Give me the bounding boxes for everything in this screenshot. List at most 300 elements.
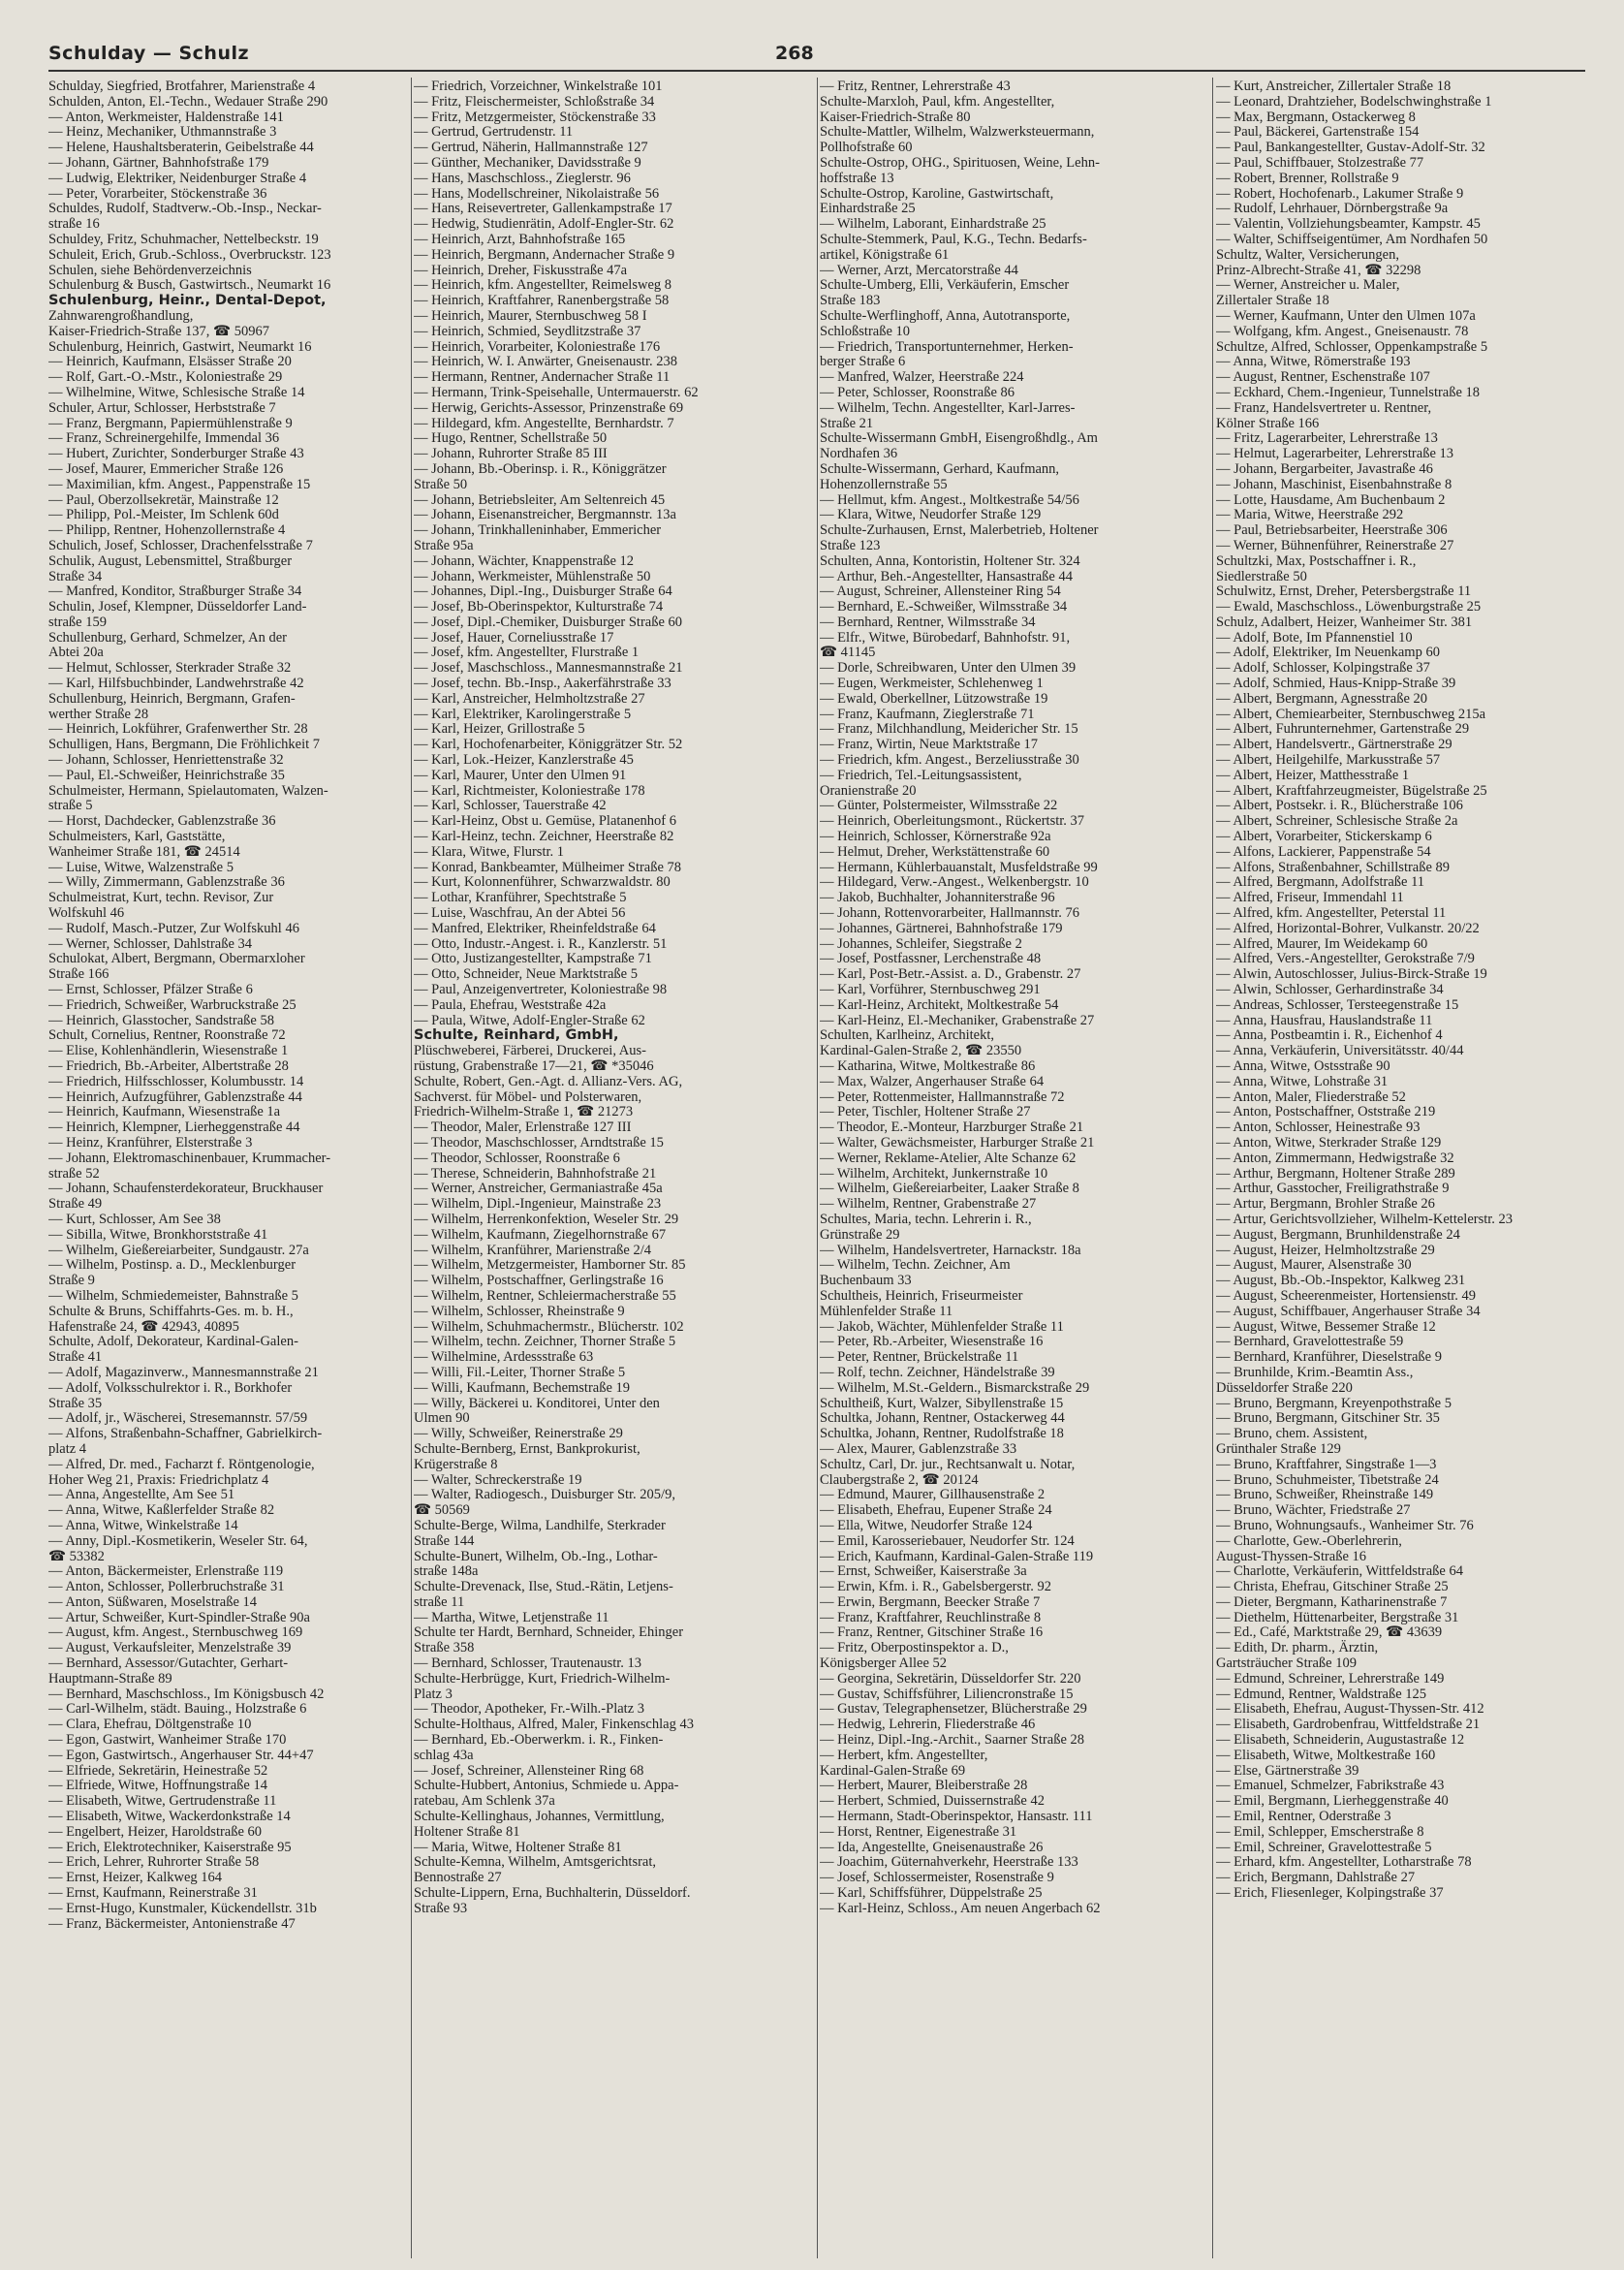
directory-entry: — Max, Bergmann, Ostackerweg 8 [1216, 109, 1416, 125]
directory-entry: — Karl-Heinz, techn. Zeichner, Heerstraße 82 [414, 829, 674, 845]
directory-entry: Schulte-Ostrop, Karoline, Gastwirtschaft, [820, 185, 1054, 202]
directory-entry: — Albert, Handelsvertr., Gärtnerstraße 29 [1216, 737, 1452, 753]
directory-entry: Straße 166 [48, 966, 109, 983]
directory-entry: — Albert, Schreiner, Schlesische Straße 2a [1216, 813, 1458, 830]
directory-entry: Schulte-Hubbert, Antonius, Schmiede u. Appa- [414, 1778, 679, 1794]
directory-entry: — Albert, Heizer, Matthesstraße 1 [1216, 767, 1410, 783]
directory-entry: Königsberger Allee 52 [820, 1655, 948, 1672]
directory-entry: Straße 34 [48, 568, 103, 584]
directory-entry: Gartsträucher Straße 109 [1216, 1655, 1357, 1672]
directory-entry: Straße 93 [414, 1900, 468, 1916]
directory-entry: — Hans, Reisevertreter, Gallenkampstraße 17 [414, 201, 672, 217]
directory-entry: — Charlotte, Verkäuferin, Wittfeldstraße 64 [1216, 1563, 1463, 1580]
running-head: Schulday — Schulz [48, 43, 250, 64]
directory-entry: — August, Witwe, Bessemer Straße 12 [1216, 1318, 1436, 1335]
directory-entry: — Josef, Dipl.-Chemiker, Duisburger Straße 60 [414, 614, 683, 630]
directory-entry: — Hellmut, kfm. Angest., Moltkestraße 54/56 [820, 491, 1079, 508]
directory-entry: Schuldey, Fritz, Schuhmacher, Nettelbeckstr. 19 [48, 231, 319, 247]
directory-entry: — Ernst, Heizer, Kalkweg 164 [48, 1870, 223, 1886]
directory-entry: — August, Rentner, Eschenstraße 107 [1216, 369, 1430, 386]
directory-entry: — Elisabeth, Witwe, Moltkestraße 160 [1216, 1747, 1436, 1763]
directory-entry: — Karl-Heinz, El.-Mechaniker, Grabenstraße 27 [820, 1012, 1095, 1028]
directory-entry: — Leonard, Drahtzieher, Bodelschwinghstraße 1 [1216, 93, 1492, 110]
directory-entry: straße 5 [48, 798, 93, 814]
directory-entry: — Eckhard, Chem.-Ingenieur, Tunnelstraße 18 [1216, 384, 1481, 400]
directory-entry: — Anton, Bäckermeister, Erlenstraße 119 [48, 1563, 284, 1580]
directory-entry: — Adolf, Volksschulrektor i. R., Borkhofer [48, 1379, 293, 1396]
directory-entry: Krügerstraße 8 [414, 1456, 498, 1472]
directory-entry: — Anton, Zimmermann, Hedwigstraße 32 [1216, 1150, 1454, 1166]
directory-entry: Schulin, Josef, Klempner, Düsseldorfer Land- [48, 599, 307, 615]
directory-entry: — August, Maurer, Alsenstraße 30 [1216, 1257, 1412, 1274]
page-number: 268 [775, 43, 814, 64]
directory-entry: Schulday, Siegfried, Brotfahrer, Marienstraße 4 [48, 79, 316, 94]
directory-entry: — August, Bb.-Ob.-Inspektor, Kalkweg 231 [1216, 1273, 1466, 1289]
directory-entry: — Walter, Schreckerstraße 19 [414, 1471, 582, 1488]
directory-entry: — Johann, Schaufensterdekorateur, Bruckhauser [48, 1181, 324, 1197]
directory-entry: — Hedwig, Studienrätin, Adolf-Engler-Str. 62 [414, 216, 674, 233]
directory-entry: — Erich, Kaufmann, Kardinal-Galen-Straße 119 [820, 1548, 1094, 1564]
directory-entry: — Franz, Bäckermeister, Antonienstraße 47 [48, 1915, 296, 1932]
directory-entry: — Josef, Bb-Oberinspektor, Kulturstraße 74 [414, 599, 664, 615]
directory-entry: — Elfriede, Witwe, Hoffnungstraße 14 [48, 1778, 267, 1794]
directory-entry: — Ewald, Maschschloss., Löwenburgstraße 25 [1216, 599, 1482, 615]
directory-entry: Bennostraße 27 [414, 1870, 502, 1886]
directory-entry: — Fritz, Lagerarbeiter, Lehrerstraße 13 [1216, 430, 1438, 447]
directory-entry: Kardinal-Galen-Straße 69 [820, 1762, 966, 1779]
directory-entry: Schultes, Maria, techn. Lehrerin i. R., [820, 1211, 1032, 1227]
directory-entry: — August, kfm. Angest., Sternbuschweg 169 [48, 1624, 303, 1641]
directory-entry: — Hildegard, kfm. Angestellte, Bernhardstr. 7 [414, 415, 674, 431]
directory-entry: Schultzki, Max, Postschaffner i. R., [1216, 552, 1417, 569]
directory-entry: — Wilhelm, Dipl.-Ingenieur, Mainstraße 23 [414, 1196, 662, 1213]
directory-entry: — Jakob, Buchhalter, Johanniterstraße 96 [820, 890, 1055, 906]
directory-entry: — Lotte, Hausdame, Am Buchenbaum 2 [1216, 491, 1446, 508]
directory-entry: — Robert, Brenner, Rollstraße 9 [1216, 170, 1399, 186]
directory-entry: — Albert, Heilgehilfe, Markusstraße 57 [1216, 752, 1441, 769]
directory-entry: — Peter, Tischler, Holtener Straße 27 [820, 1104, 1031, 1120]
directory-entry: — Alfred, Vers.-Angestellter, Gerokstraße 7/9 [1216, 951, 1475, 967]
directory-column-1 [48, 79, 409, 2251]
directory-entry: — Clara, Ehefrau, Döltgenstraße 10 [48, 1717, 252, 1733]
directory-entry: — Wilhelm, Techn. Zeichner, Am [820, 1257, 1011, 1274]
directory-entry: — Anton, Süßwaren, Moselstraße 14 [48, 1593, 258, 1610]
directory-entry: — Heinrich, Vorarbeiter, Koloniestraße 176 [414, 338, 661, 355]
directory-entry: — Artur, Schweißer, Kurt-Spindler-Straße 90a [48, 1609, 310, 1625]
directory-entry: Schulte-Ostrop, OHG., Spirituosen, Weine, Lehn- [820, 154, 1100, 171]
directory-entry: — Emil, Rentner, Oderstraße 3 [1216, 1809, 1391, 1825]
directory-entry: — Bernhard, Kranführer, Dieselstraße 9 [1216, 1349, 1442, 1366]
directory-entry: — Wilhelm, Herrenkonfektion, Weseler Str. 29 [414, 1211, 679, 1227]
directory-entry: — Josef, Postfassner, Lerchenstraße 48 [820, 951, 1042, 967]
directory-entry: — Engelbert, Heizer, Haroldstraße 60 [48, 1823, 263, 1840]
directory-entry: Schultz, Carl, Dr. jur., Rechtsanwalt u. Notar, [820, 1456, 1076, 1472]
directory-entry: — Wolfgang, kfm. Angest., Gneisenaustr. 78 [1216, 323, 1469, 339]
directory-entry: — Franz, Rentner, Gitschiner Straße 16 [820, 1624, 1044, 1641]
directory-entry: — Franz, Bergmann, Papiermühlenstraße 9 [48, 415, 293, 431]
directory-entry: werther Straße 28 [48, 706, 149, 722]
directory-entry: Schullenburg, Heinrich, Bergmann, Grafen- [48, 690, 296, 707]
directory-entry: — Josef, Hauer, Corneliusstraße 17 [414, 629, 614, 646]
directory-entry: Schulte-Holthaus, Alfred, Maler, Finkenschlag 43 [414, 1717, 694, 1733]
directory-entry: — Carl-Wilhelm, städt. Bauing., Holzstraße 6 [48, 1701, 307, 1718]
directory-entry: — Heinrich, Arzt, Bahnhofstraße 165 [414, 231, 626, 247]
header-rule [48, 70, 1585, 72]
page-header [48, 43, 1585, 72]
directory-entry: — Bernhard, Assessor/Gutachter, Gerhart- [48, 1655, 289, 1672]
directory-entry: — Maria, Witwe, Holtener Straße 81 [414, 1839, 622, 1855]
directory-entry: — Luise, Waschfrau, An der Abtei 56 [414, 905, 626, 922]
directory-entry: — Hermann, Stadt-Oberinspektor, Hansastr. 111 [820, 1809, 1093, 1825]
directory-entry: — Wilhelm, Rentner, Schleiermacherstraße 55 [414, 1287, 676, 1304]
directory-entry: — Franz, Handelsvertreter u. Rentner, [1216, 399, 1432, 416]
directory-entry: — Emanuel, Schmelzer, Fabrikstraße 43 [1216, 1778, 1445, 1794]
directory-entry: — Hildegard, Verw.-Angest., Welkenbergstr. 10 [820, 874, 1089, 891]
directory-entry: — Wilhelm, Handelsvertreter, Harnackstr. 18a [820, 1242, 1081, 1258]
directory-entry: — Arthur, Gasstocher, Freiligrathstraße 9 [1216, 1181, 1450, 1197]
directory-entry: — Horst, Dachdecker, Gablenzstraße 36 [48, 813, 276, 830]
directory-entry: — Erwin, Kfm. i. R., Gabelsbergerstr. 92 [820, 1579, 1051, 1595]
directory-entry: — Alfred, Bergmann, Adolfstraße 11 [1216, 874, 1425, 891]
directory-entry: Schulte-Kemna, Wilhelm, Amtsgerichtsrat, [414, 1854, 657, 1871]
directory-entry: — Robert, Hochofenarb., Lakumer Straße 9 [1216, 185, 1464, 202]
directory-entry: — Ed., Café, Marktstraße 29, ☎ 43639 [1216, 1624, 1443, 1641]
directory-entry: — Emil, Bergmann, Lierheggenstraße 40 [1216, 1793, 1449, 1810]
directory-entry: — Wilhelm, techn. Zeichner, Thorner Straße 5 [414, 1334, 676, 1350]
directory-entry: — Peter, Rottenmeister, Hallmannstraße 72 [820, 1088, 1065, 1105]
directory-entry: Schulich, Josef, Schlosser, Drachenfelsstraße 7 [48, 537, 313, 553]
directory-entry: — Emil, Karosseriebauer, Neudorfer Str. 124 [820, 1532, 1075, 1549]
directory-entry: — Peter, Rentner, Brückelstraße 11 [820, 1349, 1019, 1366]
directory-entry: Schulte-Mattler, Wilhelm, Walzwerksteuermann, [820, 124, 1095, 141]
directory-entry: — Alex, Maurer, Gablenzstraße 33 [820, 1440, 1017, 1457]
directory-entry: — Friedrich, Hilfsschlosser, Kolumbusstr. 14 [48, 1073, 304, 1089]
directory-entry: — Peter, Vorarbeiter, Stöckenstraße 36 [48, 185, 267, 202]
directory-column-4 [1216, 79, 1577, 2251]
directory-entry: — Johannes, Gärtnerei, Bahnhofstraße 179 [820, 920, 1063, 936]
directory-entry: — Therese, Schneiderin, Bahnhofstraße 21 [414, 1165, 657, 1182]
directory-entry: — Johann, Schlosser, Henriettenstraße 32 [48, 752, 284, 769]
directory-entry: — Karl-Heinz, Obst u. Gemüse, Platanenhof 6 [414, 813, 677, 830]
directory-entry: — Paul, Oberzollsekretär, Mainstraße 12 [48, 491, 279, 508]
directory-entry: — Alwin, Autoschlosser, Julius-Birck-Straße 19 [1216, 966, 1487, 983]
directory-entry: — Johannes, Dipl.-Ing., Duisburger Straße 64 [414, 583, 672, 600]
directory-entry: Straße 358 [414, 1640, 475, 1656]
directory-entry: — Anton, Schlosser, Heinestraße 93 [1216, 1119, 1421, 1136]
directory-entry: Schulwitz, Ernst, Dreher, Petersbergstraße 11 [1216, 583, 1472, 600]
directory-entry: — Anton, Maler, Fliederstraße 52 [1216, 1088, 1406, 1105]
directory-entry: Schulmeistrat, Kurt, techn. Revisor, Zur [48, 890, 274, 906]
directory-entry: — Friedrich, Tel.-Leitungsassistent, [820, 767, 1022, 783]
directory-entry: — Jakob, Wächter, Mühlenfelder Straße 11 [820, 1318, 1064, 1335]
directory-entry: Hafenstraße 24, ☎ 42943, 40895 [48, 1318, 239, 1335]
directory-entry: — Alfons, Straßenbahn-Schaffner, Gabrielkirch- [48, 1426, 323, 1442]
directory-entry: — Fritz, Fleischermeister, Schloßstraße 34 [414, 93, 655, 110]
directory-entry: — Paul, Bäckerei, Gartenstraße 154 [1216, 124, 1420, 141]
directory-entry: — Helene, Haushaltsberaterin, Geibelstraße 44 [48, 140, 314, 156]
directory-entry: — Wilhelm, Rentner, Grabenstraße 27 [820, 1196, 1037, 1213]
directory-entry: — Herwig, Gerichts-Assessor, Prinzenstraße 69 [414, 399, 684, 416]
directory-entry: — Heinrich, W. I. Anwärter, Gneisenaustr. 238 [414, 354, 678, 370]
directory-entry: — Anny, Dipl.-Kosmetikerin, Weseler Str. 64, [48, 1532, 308, 1549]
directory-entry: — Elisabeth, Schneiderin, Augustastraße 12 [1216, 1732, 1465, 1749]
directory-entry: Straße 95a [414, 537, 474, 553]
directory-entry: — Heinrich, Kaufmann, Elsässer Straße 20 [48, 354, 292, 370]
directory-entry: — Edmund, Maurer, Gillhausenstraße 2 [820, 1487, 1046, 1503]
directory-entry: — Theodor, E.-Monteur, Harzburger Straße 21 [820, 1119, 1084, 1136]
directory-entry: — Heinrich, Klempner, Lierheggenstraße 44 [48, 1119, 300, 1136]
directory-entry: — Klara, Witwe, Flurstr. 1 [414, 843, 565, 860]
directory-entry: — Adolf, Magazinverw., Mannesmannstraße 21 [48, 1364, 319, 1380]
directory-entry: — Hans, Maschschloss., Zieglerstr. 96 [414, 170, 631, 186]
directory-entry: ☎ 53382 [48, 1548, 105, 1564]
directory-entry: — Josef, Schlossermeister, Rosenstraße 9 [820, 1870, 1054, 1886]
directory-entry: schlag 43a [414, 1747, 474, 1763]
directory-entry: — Wilhelmine, Ardessstraße 63 [414, 1349, 594, 1366]
directory-entry: — Werner, Reklame-Atelier, Alte Schanze 62 [820, 1150, 1077, 1166]
directory-entry: — Manfred, Walzer, Heerstraße 224 [820, 369, 1024, 386]
directory-entry: — Franz, Kaufmann, Zieglerstraße 71 [820, 706, 1035, 722]
directory-entry: — Werner, Anstreicher u. Maler, [1216, 277, 1400, 294]
directory-entry: — Josef, techn. Bb.-Insp., Aakerfährstraße 33 [414, 676, 671, 692]
directory-entry: — Alfred, Maurer, Im Weidekamp 60 [1216, 935, 1428, 952]
directory-entry: — Elfriede, Sekretärin, Heinestraße 52 [48, 1762, 268, 1779]
directory-entry: — Wilhelm, Kranführer, Marienstraße 2/4 [414, 1242, 651, 1258]
directory-entry: — Ernst, Schweißer, Kaiserstraße 3a [820, 1563, 1027, 1580]
directory-entry: — Karl, Lok.-Heizer, Kanzlerstraße 45 [414, 752, 634, 769]
directory-entry: — August, Verkaufsleiter, Menzelstraße 39 [48, 1640, 292, 1656]
directory-entry: — Erich, Lehrer, Ruhrorter Straße 58 [48, 1854, 260, 1871]
directory-entry: Siedlerstraße 50 [1216, 568, 1307, 584]
directory-entry: — Josef, kfm. Angestellter, Flurstraße 1 [414, 645, 640, 661]
directory-entry: — Anna, Witwe, Winkelstraße 14 [48, 1517, 238, 1533]
directory-entry: — Edmund, Rentner, Waldstraße 125 [1216, 1686, 1427, 1702]
directory-entry: Schulte-Kellinghaus, Johannes, Vermittlung, [414, 1809, 665, 1825]
directory-entry: — Karl, Richtmeister, Koloniestraße 178 [414, 782, 645, 799]
directory-entry: — Karl-Heinz, Architekt, Moltkestraße 54 [820, 996, 1059, 1013]
directory-entry: — Heinrich, Kraftfahrer, Ranenbergstraße 58 [414, 293, 670, 309]
directory-entry: — Heinrich, Aufzugführer, Gablenzstraße 44 [48, 1088, 302, 1105]
directory-entry: — Dieter, Bergmann, Katharinenstraße 7 [1216, 1593, 1448, 1610]
directory-entry: Kaiser-Friedrich-Straße 137, ☎ 50967 [48, 323, 269, 339]
directory-entry: — Bernhard, Rentner, Wilmsstraße 34 [820, 614, 1036, 630]
directory-entry: Sachverst. für Möbel- und Polsterwaren, [414, 1088, 642, 1105]
directory-entry: — Kurt, Anstreicher, Zillertaler Straße 18 [1216, 79, 1452, 94]
directory-entry: — Johann, Ruhrorter Straße 85 III [414, 446, 608, 462]
directory-entry: Schultka, Johann, Rentner, Ostackerweg 44 [820, 1410, 1065, 1427]
directory-entry: — Anna, Witwe, Kaßlerfelder Straße 82 [48, 1502, 275, 1519]
directory-entry: — Peter, Rb.-Arbeiter, Wiesenstraße 16 [820, 1334, 1044, 1350]
directory-entry: — Charlotte, Gew.-Oberlehrerin, [1216, 1532, 1402, 1549]
directory-entry: — Bruno, Schweißer, Rheinstraße 149 [1216, 1487, 1434, 1503]
directory-entry: Schultheiß, Kurt, Walzer, Sibyllenstraße 15 [820, 1395, 1064, 1411]
directory-entry: straße 52 [48, 1165, 100, 1182]
directory-entry: — Hedwig, Lehrerin, Fliederstraße 46 [820, 1717, 1036, 1733]
directory-entry: — Anton, Postschaffner, Oststraße 219 [1216, 1104, 1436, 1120]
directory-entry: — Anton, Werkmeister, Haldenstraße 141 [48, 109, 284, 125]
directory-entry: — Karl, Heizer, Grillostraße 5 [414, 721, 585, 738]
directory-entry: — Rolf, techn. Zeichner, Händelstraße 39 [820, 1364, 1055, 1380]
directory-entry: — Albert, Chemiearbeiter, Sternbuschweg 215a [1216, 706, 1486, 722]
directory-entry: Schultz, Walter, Versicherungen, [1216, 246, 1399, 263]
directory-entry: Oranienstraße 20 [820, 782, 917, 799]
directory-entry: Schulenburg & Busch, Gastwirtsch., Neumarkt 16 [48, 277, 331, 294]
directory-entry: — Johann, Eisenanstreicher, Bergmannstr. 13a [414, 507, 676, 523]
directory-entry: — Alfons, Lackierer, Pappenstraße 54 [1216, 843, 1431, 860]
directory-entry: — Josef, Maurer, Emmericher Straße 126 [48, 460, 284, 477]
directory-entry: — Ida, Angestellte, Gneisenaustraße 26 [820, 1839, 1044, 1855]
directory-entry: — Josef, Maschschloss., Mannesmannstraße 21 [414, 660, 683, 677]
directory-entry: — Hans, Modellschreiner, Nikolaistraße 56 [414, 185, 660, 202]
directory-entry: — Fritz, Rentner, Lehrerstraße 43 [820, 79, 1011, 94]
directory-entry: — Paula, Ehefrau, Weststraße 42a [414, 996, 607, 1013]
directory-entry: Schulte-Drevenack, Ilse, Stud.-Rätin, Letjens- [414, 1579, 673, 1595]
directory-entry: Abtei 20a [48, 645, 104, 661]
directory-entry: — August, Schreiner, Allensteiner Ring 54 [820, 583, 1061, 600]
directory-entry: — Kurt, Kolonnenführer, Schwarzwaldstr. 80 [414, 874, 671, 891]
directory-entry: — Franz, Schreinergehilfe, Immendal 36 [48, 430, 280, 447]
directory-entry: — Albert, Kraftfahrzeugmeister, Bügelstraße 25 [1216, 782, 1487, 799]
directory-entry: — Johann, Rottenvorarbeiter, Hallmannstr. 76 [820, 905, 1080, 922]
directory-entry: — Otto, Industr.-Angest. i. R., Kanzlerstr. 51 [414, 935, 668, 952]
directory-entry: — Rudolf, Masch.-Putzer, Zur Wolfskuhl 46 [48, 920, 299, 936]
directory-entry: Schulte-Umberg, Elli, Verkäuferin, Emscher [820, 277, 1070, 294]
directory-entry: — Emil, Schlepper, Emscherstraße 8 [1216, 1823, 1424, 1840]
directory-entry: — Wilhelm, Kaufmann, Ziegelhornstraße 67 [414, 1226, 667, 1243]
directory-entry: Schulte-Werflinghoff, Anna, Autotransporte, [820, 307, 1071, 324]
directory-entry: Buchenbaum 33 [820, 1273, 912, 1289]
directory-entry: Straße 183 [820, 293, 881, 309]
directory-entry: — Wilhelmine, Witwe, Schlesische Straße 14 [48, 384, 305, 400]
directory-entry: — Peter, Schlosser, Roonstraße 86 [820, 384, 1015, 400]
directory-entry: — Karl, Anstreicher, Helmholtzstraße 27 [414, 690, 645, 707]
directory-entry: — Emil, Schreiner, Gravelottestraße 5 [1216, 1839, 1432, 1855]
directory-entry: — Franz, Milchhandlung, Meidericher Str. 15 [820, 721, 1078, 738]
directory-entry: — Elisabeth, Ehefrau, Eupener Straße 24 [820, 1502, 1052, 1519]
directory-entry: — Heinrich, kfm. Angestellter, Reimelsweg 8 [414, 277, 671, 294]
directory-entry: Plüschweberei, Färberei, Druckerei, Aus- [414, 1043, 646, 1059]
directory-entry: — Anna, Witwe, Römerstraße 193 [1216, 354, 1411, 370]
directory-entry: — Elise, Kohlenhändlerin, Wiesenstraße 1 [48, 1043, 289, 1059]
directory-entry: — Elisabeth, Gardrobenfrau, Wittfeldstraße 21 [1216, 1717, 1481, 1733]
directory-entry: — Elisabeth, Witwe, Gertrudenstraße 11 [48, 1793, 277, 1810]
directory-entry: Kardinal-Galen-Straße 2, ☎ 23550 [820, 1043, 1022, 1059]
directory-entry: Nordhafen 36 [820, 446, 898, 462]
directory-entry: — Willi, Fil.-Leiter, Thorner Straße 5 [414, 1364, 626, 1380]
directory-entry: — Georgina, Sekretärin, Düsseldorfer Str. 220 [820, 1670, 1081, 1687]
directory-entry: — Karl, Schlosser, Tauerstraße 42 [414, 798, 607, 814]
directory-column-3 [820, 79, 1180, 2251]
directory-entry: — Manfred, Konditor, Straßburger Straße 34 [48, 583, 302, 600]
directory-entry: — Paul, Anzeigenvertreter, Koloniestraße 98 [414, 982, 668, 998]
directory-entry: straße 159 [48, 614, 107, 630]
directory-entry: — Artur, Bergmann, Brohler Straße 26 [1216, 1196, 1435, 1213]
directory-entry: — Johann, Elektromaschinenbauer, Krummacher- [48, 1150, 331, 1166]
directory-entry: — Artur, Gerichtsvollzieher, Wilhelm-Kettelerstr. 23 [1216, 1211, 1514, 1227]
directory-entry: — Brunhilde, Krim.-Beamtin Ass., [1216, 1364, 1414, 1380]
directory-entry: — Franz, Kraftfahrer, Reuchlinstraße 8 [820, 1609, 1042, 1625]
directory-entry: — Alfred, Horizontal-Bohrer, Vulkanstr. 20/22 [1216, 920, 1480, 936]
directory-entry: — Hermann, Rentner, Andernacher Straße 11 [414, 369, 671, 386]
directory-entry: — August, Scheerenmeister, Hortensienstr. 49 [1216, 1287, 1477, 1304]
directory-entry: — Ernst, Kaufmann, Reinerstraße 31 [48, 1885, 258, 1902]
directory-entry: Straße 49 [48, 1196, 103, 1213]
directory-entry: — Bernhard, Eb.-Oberwerkm. i. R., Finken- [414, 1732, 664, 1749]
directory-entry: — Adolf, Schlosser, Kolpingstraße 37 [1216, 660, 1430, 677]
directory-entry: Straße 35 [48, 1395, 103, 1411]
directory-entry: rüstung, Grabenstraße 17—21, ☎ *35046 [414, 1058, 654, 1074]
directory-entry: — Hermann, Trink-Speisehalle, Untermauerstr. 62 [414, 384, 699, 400]
directory-entry: — Ella, Witwe, Neudorfer Straße 124 [820, 1517, 1033, 1533]
directory-entry: — Karl, Post-Betr.-Assist. a. D., Grabenstr. 27 [820, 966, 1081, 983]
directory-entry: August-Thyssen-Straße 16 [1216, 1548, 1367, 1564]
directory-entry: — Wilhelm, Architekt, Junkernstraße 10 [820, 1165, 1048, 1182]
directory-entry: artikel, Königstraße 61 [820, 246, 950, 263]
directory-entry: Schultze, Alfred, Schlosser, Oppenkampstraße 5 [1216, 338, 1488, 355]
directory-entry: Schulmeisters, Karl, Gaststätte, [48, 829, 226, 845]
directory-entry: — Werner, Schlosser, Dahlstraße 34 [48, 935, 253, 952]
directory-entry: — Bernhard, Gravelottestraße 59 [1216, 1334, 1404, 1350]
directory-entry: Schulte, Robert, Gen.-Agt. d. Allianz-Vers. AG, [414, 1073, 683, 1089]
directory-column-2 [414, 79, 774, 2251]
directory-entry: — Wilhelm, Postschaffner, Gerlingstraße 16 [414, 1273, 664, 1289]
directory-entry: Schulden, Anton, El.-Techn., Wedauer Straße 290 [48, 93, 328, 110]
directory-entry: — Wilhelm, Postinsp. a. D., Mecklenburger [48, 1257, 297, 1274]
directory-entry: — Herbert, Schmied, Duissernstraße 42 [820, 1793, 1045, 1810]
directory-entry: — Alfons, Straßenbahner, Schillstraße 89 [1216, 859, 1451, 875]
directory-entry: — Bruno, Bergmann, Gitschiner Str. 35 [1216, 1410, 1440, 1427]
directory-entry: — Paul, El.-Schweißer, Heinrichstraße 35 [48, 767, 285, 783]
directory-entry: Schullenburg, Gerhard, Schmelzer, An der [48, 629, 287, 646]
directory-entry: Straße 9 [48, 1273, 95, 1289]
directory-entry: — Heinrich, Schmied, Seydlitzstraße 37 [414, 323, 641, 339]
directory-entry: — Erhard, kfm. Angestellter, Lotharstraße 78 [1216, 1854, 1472, 1871]
directory-entry: — Helmut, Schlosser, Sterkrader Straße 32 [48, 660, 292, 677]
directory-entry: — Anna, Hausfrau, Hauslandstraße 11 [1216, 1012, 1433, 1028]
directory-entry: — Otto, Schneider, Neue Marktstraße 5 [414, 966, 638, 983]
directory-entry: — Ernst-Hugo, Kunstmaler, Kückendellstr. 31b [48, 1900, 317, 1916]
directory-entry: — Walter, Schiffseigentümer, Am Nordhafen 50 [1216, 231, 1488, 247]
directory-entry: — Lothar, Kranführer, Spechtstraße 5 [414, 890, 627, 906]
directory-entry: — Willi, Kaufmann, Bechemstraße 19 [414, 1379, 631, 1396]
directory-entry: Schulte-Lippern, Erna, Buchhalterin, Düsseldorf. [414, 1885, 691, 1902]
directory-entry: — Bruno, Bergmann, Kreyenpothstraße 5 [1216, 1395, 1452, 1411]
directory-entry: — Friedrich, Transportunternehmer, Herken- [820, 338, 1074, 355]
directory-entry: — Elisabeth, Witwe, Wackerdonkstraße 14 [48, 1809, 291, 1825]
directory-entry: — Sibilla, Witwe, Bronkhorststraße 41 [48, 1226, 268, 1243]
directory-entry: — Bernhard, Maschschloss., Im Königsbusch 42 [48, 1686, 325, 1702]
directory-entry: — Karl-Heinz, Schloss., Am neuen Angerbach 62 [820, 1900, 1101, 1916]
directory-entry: — Günter, Polstermeister, Wilmsstraße 22 [820, 798, 1058, 814]
directory-entry: — Anna, Verkäuferin, Universitätsstr. 40/44 [1216, 1043, 1464, 1059]
directory-entry: — Karl, Elektriker, Karolingerstraße 5 [414, 706, 632, 722]
directory-columns [48, 79, 1589, 2251]
directory-entry: — Heinrich, Glasstocher, Sandstraße 58 [48, 1012, 274, 1028]
directory-entry: — Helmut, Lagerarbeiter, Lehrerstraße 13 [1216, 446, 1453, 462]
directory-entry: Platz 3 [414, 1686, 453, 1702]
directory-entry: Schloßstraße 10 [820, 323, 911, 339]
directory-entry: — Herbert, Maurer, Bleiberstraße 28 [820, 1778, 1028, 1794]
directory-entry: — Maria, Witwe, Heerstraße 292 [1216, 507, 1404, 523]
directory-entry: Düsseldorfer Straße 220 [1216, 1379, 1353, 1396]
directory-entry: Schulte & Bruns, Schiffahrts-Ges. m. b. H., [48, 1303, 294, 1319]
directory-entry: ☎ 41145 [820, 645, 876, 661]
directory-entry: — Luise, Witwe, Walzenstraße 5 [48, 859, 234, 875]
directory-entry: — Elisabeth, Ehefrau, August-Thyssen-Str. 412 [1216, 1701, 1484, 1718]
directory-entry: — Werner, Arzt, Mercatorstraße 44 [820, 262, 1018, 278]
directory-entry: — Albert, Fuhrunternehmer, Gartenstraße 29 [1216, 721, 1470, 738]
directory-entry: Claubergstraße 2, ☎ 20124 [820, 1471, 979, 1488]
